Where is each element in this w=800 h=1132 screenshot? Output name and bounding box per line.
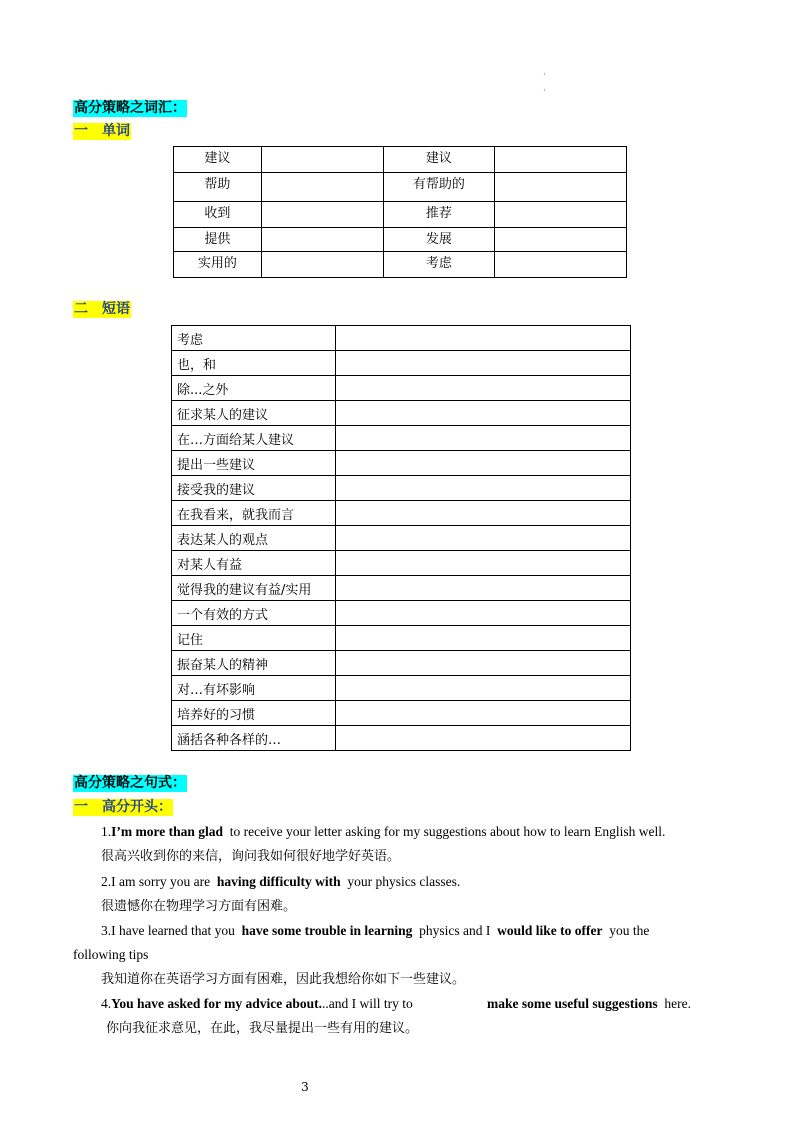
phrase-cell: 接受我的建议 [172, 476, 336, 501]
phrase-cell: 对某人有益 [172, 551, 336, 576]
phrase-answer-cell[interactable] [335, 426, 630, 451]
phrase-row [172, 526, 631, 551]
phrase-cell: 涵括各种各样的… [172, 726, 336, 751]
key-phrase: having difficulty with [216, 874, 341, 889]
phrase-row [172, 651, 631, 676]
vocab-word-cell: 收到 [174, 202, 262, 228]
phrase-row [172, 326, 631, 351]
vocab-answer-cell[interactable] [495, 202, 627, 228]
phrase-row [172, 726, 631, 751]
phrase-row [172, 676, 631, 701]
vocab-word-cell: 建议 [174, 147, 262, 173]
phrase-row [172, 476, 631, 501]
phrase-answer-cell[interactable] [335, 376, 630, 401]
phrase-cell: 提出一些建议 [172, 451, 336, 476]
key-phrase: have some trouble in learning [241, 923, 413, 938]
phrase-row [172, 501, 631, 526]
phrase-cell: 培养好的习惯 [172, 701, 336, 726]
phrase-cell: 振奋某人的精神 [172, 651, 336, 676]
phrase-answer-cell[interactable] [335, 451, 630, 476]
phrase-row [172, 426, 631, 451]
phrase-row [172, 551, 631, 576]
phrase-cell: 表达某人的观点 [172, 526, 336, 551]
phrase-row [172, 576, 631, 601]
phrase-answer-cell[interactable] [335, 601, 630, 626]
sentence-4-translation: 你向我征求意见，在此，我尽量提出一些有用的建议。 [106, 1021, 419, 1036]
vocab-word-cell: 提供 [174, 228, 262, 252]
phrase-answer-cell[interactable] [335, 526, 630, 551]
vocab-answer-cell[interactable] [495, 228, 627, 252]
phrase-answer-cell[interactable] [335, 726, 630, 751]
phrase-cell: 除...之外 [172, 376, 336, 401]
vocab-word-cell: 发展 [383, 228, 495, 252]
phrase-cell: 记住 [172, 626, 336, 651]
phrase-answer-cell[interactable] [335, 701, 630, 726]
sentence-3: 3.I have learned that you have some trouble in learning physics and I would like to offer you the [101, 923, 650, 938]
phrase-cell: 在…方面给某人建议 [172, 426, 336, 451]
sentence-3-translation: 我知道你在英语学习方面有困难，因此我想给你如下一些建议。 [101, 972, 466, 987]
phrase-answer-cell[interactable] [335, 351, 630, 376]
phrase-cell: 对…有坏影响 [172, 676, 336, 701]
subheading-label: 短语 [102, 301, 130, 317]
sentence-1-translation: 很高兴收到你的来信，询问我如何很好地学好英语。 [101, 849, 401, 864]
phrase-cell: 也，和 [172, 351, 336, 376]
phrase-cell: 觉得我的建议有益/实用 [172, 576, 336, 601]
sentence-4: 4.You have asked for my advice about...and I will try to make some useful suggestions here. [101, 996, 691, 1011]
subheading-number: 一 [74, 123, 88, 139]
vocab-answer-cell[interactable] [495, 252, 627, 278]
subheading-openings [73, 799, 173, 816]
phrase-cell: 考虑 [172, 326, 336, 351]
phrase-answer-cell[interactable] [335, 401, 630, 426]
phrase-answer-cell[interactable] [335, 501, 630, 526]
vocab-word-cell: 考虑 [383, 252, 495, 278]
phrase-answer-cell[interactable] [335, 576, 630, 601]
vocab-word-cell: 建议 [383, 147, 495, 173]
phrase-row [172, 351, 631, 376]
vocab-row [174, 228, 627, 252]
key-phrase: would like to offer [497, 923, 603, 938]
phrase-answer-cell[interactable] [335, 676, 630, 701]
sentence-1: 1.I’m more than glad to receive your letter asking for my suggestions about how to learn English well. [101, 824, 666, 839]
page-number: 3 [301, 1080, 309, 1094]
vocab-word-cell: 实用的 [174, 252, 262, 278]
vocab-answer-cell[interactable] [261, 252, 383, 278]
phrase-answer-cell[interactable] [335, 476, 630, 501]
phrase-answer-cell[interactable] [335, 651, 630, 676]
subheading-phrases [73, 301, 131, 318]
vocab-answer-cell[interactable] [261, 173, 383, 202]
subheading-number: 一 [74, 799, 88, 815]
section-title-sentences: 高分策略之句式： [74, 775, 186, 791]
vocab-row [174, 147, 627, 173]
phrase-cell: 一个有效的方式 [172, 601, 336, 626]
subheading-words [73, 123, 131, 140]
phrase-cell: 在我看来，就我而言 [172, 501, 336, 526]
vocab-row [174, 202, 627, 228]
vocab-word-cell: 推荐 [383, 202, 495, 228]
phrase-row [172, 451, 631, 476]
section-title-vocabulary: 高分策略之词汇： [74, 100, 186, 116]
key-phrase: I’m more than glad [111, 824, 224, 839]
key-phrase: You have asked for my advice about. [111, 996, 323, 1011]
phrase-row [172, 626, 631, 651]
phrase-answer-cell[interactable] [335, 626, 630, 651]
vocab-answer-cell[interactable] [261, 202, 383, 228]
vocab-answer-cell[interactable] [495, 147, 627, 173]
dot-mark: · [543, 86, 546, 96]
phrase-cell: 征求某人的建议 [172, 401, 336, 426]
subheading-label: 高分开头： [102, 799, 172, 815]
phrase-row [172, 376, 631, 401]
vocab-answer-cell[interactable] [261, 147, 383, 173]
subheading-label: 单词 [102, 123, 130, 139]
phrase-row [172, 401, 631, 426]
vocab-row [174, 252, 627, 278]
vocab-answer-cell[interactable] [495, 173, 627, 202]
phrase-row [172, 601, 631, 626]
key-phrase: make some useful suggestions [487, 996, 658, 1011]
phrase-row [172, 701, 631, 726]
vocab-word-cell: 有帮助的 [383, 173, 495, 202]
phrase-answer-cell[interactable] [335, 326, 630, 351]
phrases-table [171, 325, 631, 751]
sentence-2: 2.I am sorry you are having difficulty with your physics classes. [101, 874, 461, 889]
vocabulary-table [173, 146, 627, 278]
phrase-answer-cell[interactable] [335, 551, 630, 576]
vocab-answer-cell[interactable] [261, 228, 383, 252]
sentence-3-continued: following tips [73, 947, 149, 962]
vocab-row [174, 173, 627, 202]
dot-mark: · [543, 70, 546, 80]
sentence-2-translation: 很遗憾你在物理学习方面有困难。 [101, 899, 297, 914]
subheading-number: 二 [74, 301, 88, 317]
vocab-word-cell: 帮助 [174, 173, 262, 202]
